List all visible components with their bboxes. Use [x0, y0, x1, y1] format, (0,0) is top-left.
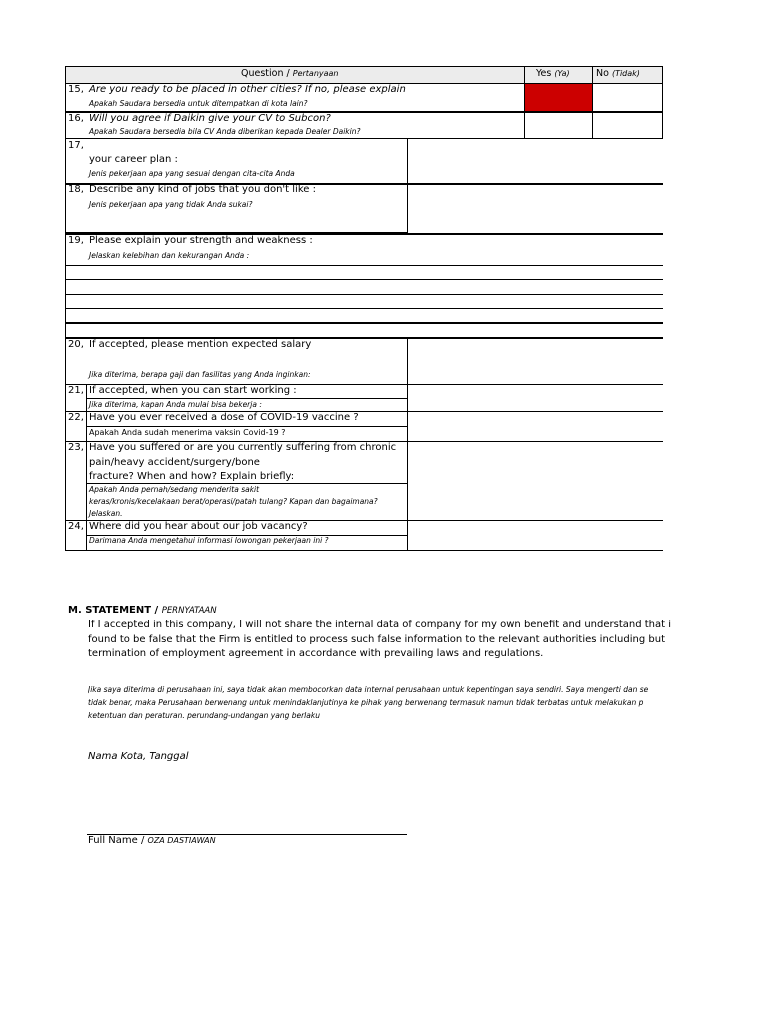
q18-question: Describe any kind of jobs that you don't like :: [89, 184, 316, 195]
header-no: No (Tidak): [596, 68, 640, 79]
statement-en-line-2: found to be false that the Firm is entitled to process such false information to the relevant authorities including but: [88, 634, 665, 645]
q18-number: 18,: [68, 184, 84, 195]
statement-text-id: [88, 686, 672, 724]
statement-id-line-2: tidak benar, maka Perusahaan berwenang untuk menindaklanjutinya ke pihak yang berwenang termasuk namun tidak terbatas untuk melakukan p: [88, 698, 644, 707]
q16-question-id: Apakah Saudara bersedia bila CV Anda diberikan kepada Dealer Daikin?: [89, 127, 361, 136]
q21-number: 21,: [68, 385, 84, 396]
statement-text-en: [88, 620, 672, 664]
q15-yes-checkbox[interactable]: [525, 84, 592, 111]
q22-answer-field[interactable]: [408, 412, 663, 441]
q17-answer-field[interactable]: [407, 139, 663, 184]
q21-question: If accepted, when you can start working :: [89, 385, 297, 396]
statement-heading: M. STATEMENT / PERNYATAAN: [68, 605, 217, 616]
q17-number: 17,: [68, 140, 84, 151]
q21-inner-line: [86, 398, 408, 399]
q19-number: 19,: [68, 235, 84, 246]
q23-question-line-3: fracture? When and how? Explain briefly:: [89, 471, 295, 482]
q17-left-border: [65, 139, 66, 185]
q20-question-id: Jika diterima, berapa gaji dan fasilitas yang Anda inginkan:: [89, 370, 311, 379]
q24-number: 24,: [68, 521, 84, 532]
header-question: Question / Pertanyaan: [241, 68, 339, 79]
statement-id-line-1: Jika saya diterima di perusahaan ini, saya tidak akan membocorkan data internal perusahaan untuk kepentingan saya sendiri. Saya mengerti dan se: [88, 686, 649, 694]
q23-question-line-2: pain/heavy accident/surgery/bone: [89, 457, 260, 468]
q17-question: your career plan :: [89, 154, 178, 165]
q16-yes-checkbox[interactable]: [524, 113, 592, 138]
q19-question-id: Jelaskan kelebihan dan kekurangan Anda :: [89, 251, 250, 260]
q20-left-border: [65, 339, 66, 384]
q20-question: If accepted, please mention expected salary: [89, 339, 312, 350]
q17-question-id: Jenis pekerjaan apa yang sesuai dengan cita-cita Anda: [89, 169, 295, 178]
q24-question: Where did you hear about our job vacancy?: [89, 521, 308, 532]
q23-answer-field[interactable]: [408, 442, 663, 520]
q24-bottom-border: [65, 550, 663, 551]
q20-number: 20,: [68, 339, 84, 350]
q15-question-id: Apakah Saudara bersedia untuk ditempatkan di kota lain?: [89, 99, 308, 108]
q22-left-border: [65, 412, 66, 442]
q22-question: Have you ever received a dose of COVID-19 vaccine ?: [89, 412, 359, 423]
q19-answer-line-4[interactable]: [65, 308, 663, 309]
q21-question-id: Jika diterima, kapan Anda mulai bisa bekerja :: [89, 400, 262, 409]
q20-answer-field[interactable]: [407, 339, 663, 384]
q22-number: 22,: [68, 412, 84, 423]
q18-answer-field[interactable]: [407, 185, 663, 233]
place-date: Nama Kota, Tanggal: [88, 751, 189, 762]
statement-en-line-1: If I accepted in this company, I will not share the internal data of company for my own benefit and understand that i: [88, 620, 672, 630]
q23-question-id-line-3: Jelaskan.: [89, 509, 123, 518]
q15-no-checkbox[interactable]: [592, 84, 663, 111]
q15-number: 15,: [68, 84, 84, 95]
q22-question-id: Apakah Anda sudah menerima vaksin Covid-19 ?: [89, 428, 286, 437]
q19-answer-line-3[interactable]: [65, 294, 663, 295]
q22-inner-line: [86, 426, 408, 427]
q23-question-id-line-2: keras/kronis/kecelakaan berat/operasi/patah tulang? Kapan dan bagaimana?: [89, 497, 378, 506]
q23-number: 23,: [68, 442, 84, 453]
header-yes: Yes (Ya): [536, 68, 570, 79]
q19-answer-line-5[interactable]: [65, 322, 663, 324]
q23-left-border: [65, 442, 66, 521]
q24-left-border: [65, 521, 66, 551]
q23-question-line-1: Have you suffered or are you currently suffering from chronic: [89, 442, 397, 453]
q18-left-border: [65, 185, 66, 234]
q23-inner-line: [86, 483, 408, 484]
q19-answer-line-1[interactable]: [65, 265, 663, 266]
q19-question: Please explain your strength and weakness :: [89, 235, 313, 246]
q16-question: Will you agree if Daikin give your CV to Subcon?: [89, 113, 331, 124]
q24-question-id: Darimana Anda mengetahui informasi lowongan pekerjaan ini ?: [89, 536, 329, 545]
q24-answer-field[interactable]: [408, 521, 663, 550]
full-name-value: OZA DASTIAWAN: [147, 836, 216, 845]
q15-question: Are you ready to be placed in other cities? If no, please explain: [89, 84, 406, 95]
q23-question-id-line-1: Apakah Anda pernah/sedang menderita sakit: [89, 485, 260, 494]
q21-left-border: [65, 385, 66, 412]
statement-id-line-3: ketentuan dan peraturan. perundang-undangan yang berlaku: [88, 711, 320, 720]
q16-no-checkbox[interactable]: [592, 113, 663, 138]
q21-answer-field[interactable]: [408, 385, 663, 411]
q19-answer-line-2[interactable]: [65, 279, 663, 280]
full-name-label: Full Name / OZA DASTIAWAN: [88, 835, 216, 846]
q18-question-id: Jenis pekerjaan apa yang tidak Anda sukai?: [89, 200, 253, 209]
table-header: [65, 66, 663, 84]
q16-number: 16,: [68, 113, 84, 124]
statement-en-line-3: termination of employment agreement in accordance with prevailing laws and regulations.: [88, 648, 544, 659]
